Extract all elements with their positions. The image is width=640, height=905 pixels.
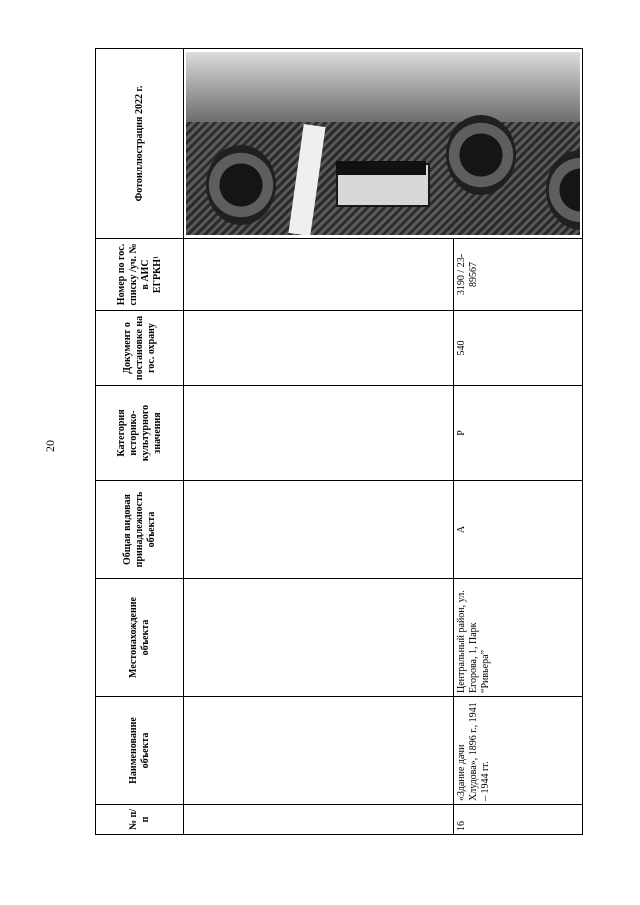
cell-registry: 3190 / 23-89567 <box>454 239 583 311</box>
cell-name: «Здание дачи Хлудова», 1896 г., 1941 – 1944 гг. <box>454 697 583 805</box>
header-num: № п/п <box>96 805 184 835</box>
table-header-row <box>96 49 184 835</box>
header-category: Категория историко-культурного значения <box>96 386 184 481</box>
blank-cell <box>184 239 454 311</box>
photo-tree <box>446 115 516 195</box>
cell-num: 16 <box>454 805 583 835</box>
rotated-table-container <box>95 49 582 835</box>
cell-category: Р <box>454 386 583 481</box>
blank-cell <box>184 386 454 481</box>
blank-cell <box>184 481 454 579</box>
photo-cell <box>184 49 583 239</box>
header-name: Наименование объекта <box>96 697 184 805</box>
header-document: Документ о постановке на гос. охрану <box>96 311 184 386</box>
table-row-blank <box>184 49 454 835</box>
header-type: Общая видовая принадлежность объекта <box>96 481 184 579</box>
photo-path <box>288 124 325 235</box>
building-photo <box>186 52 580 235</box>
blank-cell <box>184 311 454 386</box>
blank-cell <box>184 579 454 697</box>
cell-location: Центральный район, ул. Егорова, 1, Парк “Ривьера” <box>454 579 583 697</box>
cell-document: 540 <box>454 311 583 386</box>
heritage-register-table <box>95 48 583 835</box>
photo-roof <box>336 161 426 175</box>
header-registry: Номер по гос. списку /уч. № в АИС ЕГРКН¹ <box>96 239 184 311</box>
header-photo: Фотоиллюстрация 2022 г. <box>96 49 184 239</box>
page-number: 20 <box>43 440 57 452</box>
blank-cell <box>184 805 454 835</box>
photo-tree <box>206 145 276 225</box>
photo-sky <box>186 52 580 122</box>
cell-type: А <box>454 481 583 579</box>
header-location: Местонахождение объекта <box>96 579 184 697</box>
blank-cell <box>184 697 454 805</box>
photo-tree <box>546 150 580 230</box>
